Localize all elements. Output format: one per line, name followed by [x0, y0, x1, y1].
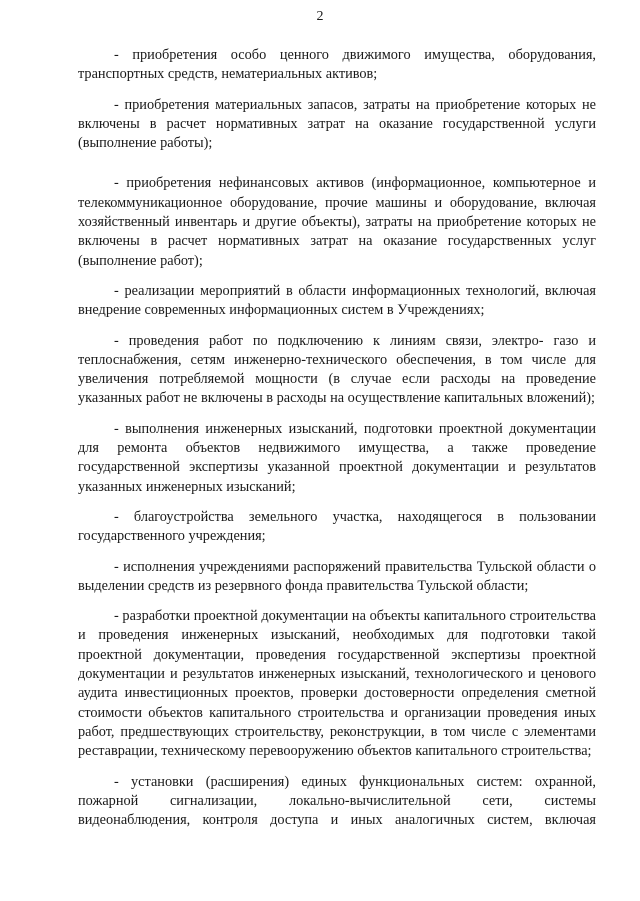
paragraph-item-6: - выполнения инженерных изысканий, подготовки проектной документации для ремонта объектов недвижимого имущества, а также проведение государственной экспертизы указанной проектной документации и результатов указанных инженерных изысканий;	[78, 420, 596, 495]
paragraph-item-3: - приобретения нефинансовых активов (информационное, компьютерное и телекоммуникационное оборудование, прочие машины и оборудование, включая хозяйственный инвентарь и другие объекты), затраты на приобретение которых не включены в расчет нормативных затрат на оказание государственных услуг (выполнение работ);	[78, 175, 596, 269]
document-body	[78, 46, 596, 830]
paragraph-item-2: - приобретения материальных запасов, затраты на приобретение которых не включены в расчет нормативных затрат на оказание государственной услуги (выполнение работы);	[78, 96, 596, 152]
paragraph-item-4: - реализации мероприятий в области информационных технологий, включая внедрение современных информационных систем в Учреждениях;	[78, 282, 596, 319]
paragraph-item-8: - исполнения учреждениями распоряжений правительства Тульской области о выделении средств из резервного фонда правительства Тульской области;	[78, 558, 596, 594]
paragraph-item-5: - проведения работ по подключению к линиям связи, электро- газо и теплоснабжения, сетям инженерно-технического обеспечения, в том числе для увеличения потребляемой мощности (в случае если расходы на проведение указанных работ не включены в расходы на осуществление капитальных вложений);	[78, 332, 596, 407]
paragraph-item-7: - благоустройства земельного участка, находящегося в пользовании государственного учреждения;	[78, 508, 596, 545]
page-number: 2	[316, 9, 324, 24]
paragraph-item-10: - установки (расширения) единых функциональных систем: охранной, пожарной сигнализации, локально-вычислительной сети, системы видеонаблюдения, контроля доступа и иных аналогичных систем, включая	[78, 773, 596, 829]
paragraph-item-9: - разработки проектной документации на объекты капитального строительства и проведения инженерных изысканий, необходимых для подготовки такой проектной документации, проведения государственной экспертизы проектной документации и результатов инженерных изысканий, технологического и ценового аудита инвестиционных проектов, проверки достоверности определения сметной стоимости объектов капитального строительства и организации проведения иных работ, предшествующих строительству, реконструкции, в том числе с элементами реставрации, техническому перевооружению объектов капитального строительства;	[78, 608, 596, 760]
paragraph-item-1: - приобретения особо ценного движимого имущества, оборудования, транспортных средств, нематериальных активов;	[78, 47, 596, 83]
